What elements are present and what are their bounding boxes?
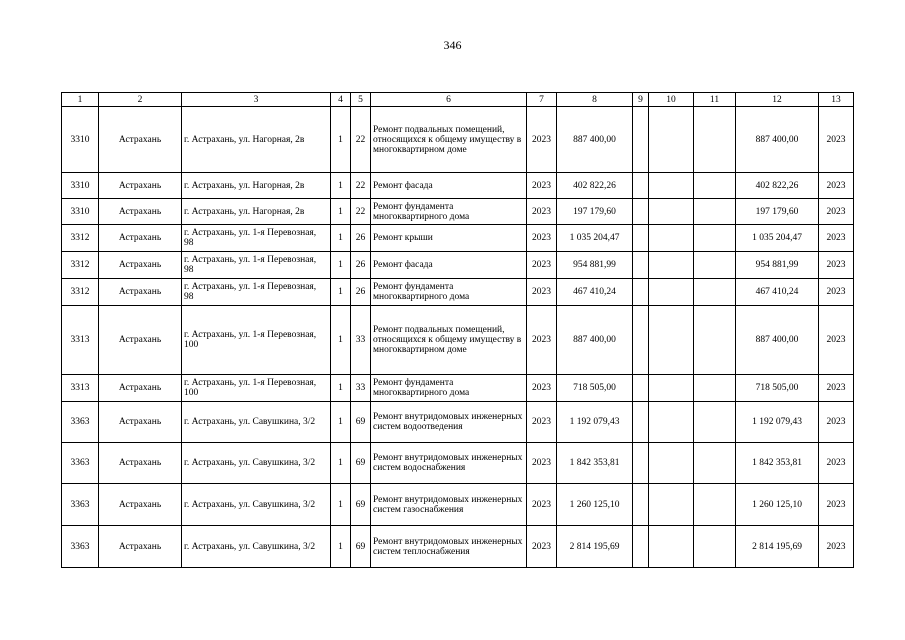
cell-col10 <box>649 252 694 279</box>
cell-cost-total: 402 822,26 <box>736 173 819 199</box>
table-row <box>62 107 854 173</box>
cell-col4: 1 <box>331 173 351 199</box>
cell-year: 2023 <box>527 225 557 252</box>
cell-cost-total: 1 842 353,81 <box>736 443 819 484</box>
cell-address: г. Астрахань, ул. 1-я Перевозная, 100 <box>182 306 331 375</box>
cell-col5: 26 <box>351 225 371 252</box>
cell-col4: 1 <box>331 402 351 443</box>
cell-cost: 887 400,00 <box>557 107 633 173</box>
cell-year: 2023 <box>527 252 557 279</box>
cell-cost: 1 192 079,43 <box>557 402 633 443</box>
cell-municipality: Астрахань <box>99 443 182 484</box>
table-row <box>62 279 854 306</box>
table-row <box>62 306 854 375</box>
cell-year-end: 2023 <box>819 107 854 173</box>
cell-col9 <box>633 225 649 252</box>
cell-year-end: 2023 <box>819 225 854 252</box>
cell-address: г. Астрахань, ул. 1-я Перевозная, 100 <box>182 375 331 402</box>
cell-col11 <box>694 225 736 252</box>
cell-col4: 1 <box>331 279 351 306</box>
cell-municipality: Астрахань <box>99 199 182 225</box>
cell-col10 <box>649 225 694 252</box>
cell-col11 <box>694 484 736 526</box>
cell-record-id: 3313 <box>62 375 99 402</box>
cell-year-end: 2023 <box>819 173 854 199</box>
table-row <box>62 199 854 225</box>
cell-col5: 69 <box>351 443 371 484</box>
col-header-7: 7 <box>527 93 557 107</box>
cell-cost: 1 842 353,81 <box>557 443 633 484</box>
repair-register-table <box>61 92 854 568</box>
cell-year: 2023 <box>527 306 557 375</box>
cell-col9 <box>633 306 649 375</box>
cell-col10 <box>649 443 694 484</box>
cell-address: г. Астрахань, ул. 1-я Перевозная, 98 <box>182 279 331 306</box>
cell-col10 <box>649 402 694 443</box>
cell-col4: 1 <box>331 375 351 402</box>
col-header-12: 12 <box>736 93 819 107</box>
table-row <box>62 225 854 252</box>
cell-work-type: Ремонт внутридомовых инженерных систем водоснабжения <box>371 443 527 484</box>
cell-address: г. Астрахань, ул. Нагорная, 2в <box>182 107 331 173</box>
cell-col5: 22 <box>351 107 371 173</box>
cell-col11 <box>694 375 736 402</box>
cell-col9 <box>633 199 649 225</box>
cell-col11 <box>694 107 736 173</box>
cell-municipality: Астрахань <box>99 484 182 526</box>
cell-col10 <box>649 306 694 375</box>
cell-year: 2023 <box>527 484 557 526</box>
cell-cost-total: 718 505,00 <box>736 375 819 402</box>
cell-year: 2023 <box>527 107 557 173</box>
table-row <box>62 375 854 402</box>
cell-year-end: 2023 <box>819 402 854 443</box>
cell-year: 2023 <box>527 173 557 199</box>
cell-col4: 1 <box>331 443 351 484</box>
cell-record-id: 3363 <box>62 526 99 568</box>
cell-municipality: Астрахань <box>99 526 182 568</box>
col-header-8: 8 <box>557 93 633 107</box>
cell-work-type: Ремонт подвальных помещений, относящихся к общему имуществу в многоквартирном доме <box>371 107 527 173</box>
cell-col4: 1 <box>331 199 351 225</box>
cell-cost: 197 179,60 <box>557 199 633 225</box>
cell-address: г. Астрахань, ул. Савушкина, 3/2 <box>182 443 331 484</box>
cell-record-id: 3312 <box>62 252 99 279</box>
cell-col5: 69 <box>351 402 371 443</box>
cell-col11 <box>694 199 736 225</box>
cell-address: г. Астрахань, ул. 1-я Перевозная, 98 <box>182 225 331 252</box>
cell-year-end: 2023 <box>819 526 854 568</box>
cell-municipality: Астрахань <box>99 173 182 199</box>
cell-cost-total: 887 400,00 <box>736 107 819 173</box>
cell-municipality: Астрахань <box>99 375 182 402</box>
cell-municipality: Астрахань <box>99 252 182 279</box>
col-header-4: 4 <box>331 93 351 107</box>
cell-col5: 22 <box>351 199 371 225</box>
cell-col11 <box>694 252 736 279</box>
cell-col5: 33 <box>351 375 371 402</box>
cell-record-id: 3310 <box>62 199 99 225</box>
cell-cost-total: 197 179,60 <box>736 199 819 225</box>
cell-work-type: Ремонт внутридомовых инженерных систем газоснабжения <box>371 484 527 526</box>
cell-col9 <box>633 484 649 526</box>
cell-municipality: Астрахань <box>99 279 182 306</box>
cell-record-id: 3313 <box>62 306 99 375</box>
cell-cost: 718 505,00 <box>557 375 633 402</box>
cell-col5: 33 <box>351 306 371 375</box>
table-row <box>62 252 854 279</box>
cell-col4: 1 <box>331 484 351 526</box>
column-number-row <box>62 93 854 107</box>
col-header-3: 3 <box>182 93 331 107</box>
cell-col10 <box>649 526 694 568</box>
cell-municipality: Астрахань <box>99 225 182 252</box>
cell-col11 <box>694 306 736 375</box>
cell-cost: 887 400,00 <box>557 306 633 375</box>
col-header-5: 5 <box>351 93 371 107</box>
cell-work-type: Ремонт фундамента многоквартирного дома <box>371 279 527 306</box>
cell-col11 <box>694 443 736 484</box>
cell-col5: 26 <box>351 279 371 306</box>
cell-col9 <box>633 252 649 279</box>
cell-year-end: 2023 <box>819 443 854 484</box>
cell-cost-total: 1 035 204,47 <box>736 225 819 252</box>
cell-work-type: Ремонт фасада <box>371 173 527 199</box>
cell-col4: 1 <box>331 107 351 173</box>
col-header-1: 1 <box>62 93 99 107</box>
cell-col9 <box>633 107 649 173</box>
col-header-13: 13 <box>819 93 854 107</box>
table-row <box>62 173 854 199</box>
cell-work-type: Ремонт фундамента многоквартирного дома <box>371 375 527 402</box>
table-row <box>62 443 854 484</box>
cell-col5: 22 <box>351 173 371 199</box>
cell-col4: 1 <box>331 252 351 279</box>
cell-col10 <box>649 484 694 526</box>
cell-cost-total: 467 410,24 <box>736 279 819 306</box>
table-row <box>62 484 854 526</box>
cell-cost: 2 814 195,69 <box>557 526 633 568</box>
cell-cost: 467 410,24 <box>557 279 633 306</box>
cell-col9 <box>633 173 649 199</box>
cell-address: г. Астрахань, ул. 1-я Перевозная, 98 <box>182 252 331 279</box>
cell-cost: 1 035 204,47 <box>557 225 633 252</box>
cell-cost-total: 887 400,00 <box>736 306 819 375</box>
cell-municipality: Астрахань <box>99 402 182 443</box>
cell-col10 <box>649 199 694 225</box>
cell-cost-total: 1 192 079,43 <box>736 402 819 443</box>
cell-record-id: 3312 <box>62 225 99 252</box>
cell-address: г. Астрахань, ул. Савушкина, 3/2 <box>182 402 331 443</box>
cell-year-end: 2023 <box>819 375 854 402</box>
col-header-10: 10 <box>649 93 694 107</box>
cell-work-type: Ремонт фасада <box>371 252 527 279</box>
cell-cost: 1 260 125,10 <box>557 484 633 526</box>
cell-record-id: 3312 <box>62 279 99 306</box>
cell-col11 <box>694 279 736 306</box>
cell-cost: 954 881,99 <box>557 252 633 279</box>
col-header-11: 11 <box>694 93 736 107</box>
cell-col5: 69 <box>351 526 371 568</box>
cell-col11 <box>694 526 736 568</box>
cell-municipality: Астрахань <box>99 107 182 173</box>
cell-year-end: 2023 <box>819 199 854 225</box>
cell-col4: 1 <box>331 526 351 568</box>
cell-record-id: 3310 <box>62 173 99 199</box>
cell-year-end: 2023 <box>819 252 854 279</box>
cell-col10 <box>649 375 694 402</box>
cell-record-id: 3363 <box>62 402 99 443</box>
cell-cost-total: 954 881,99 <box>736 252 819 279</box>
cell-col9 <box>633 402 649 443</box>
cell-col5: 69 <box>351 484 371 526</box>
cell-col9 <box>633 526 649 568</box>
table-row <box>62 402 854 443</box>
table-body <box>62 107 854 568</box>
cell-year-end: 2023 <box>819 484 854 526</box>
cell-cost-total: 1 260 125,10 <box>736 484 819 526</box>
col-header-6: 6 <box>371 93 527 107</box>
cell-year-end: 2023 <box>819 306 854 375</box>
cell-address: г. Астрахань, ул. Савушкина, 3/2 <box>182 526 331 568</box>
cell-work-type: Ремонт подвальных помещений, относящихся к общему имуществу в многоквартирном доме <box>371 306 527 375</box>
table-row <box>62 526 854 568</box>
col-header-2: 2 <box>99 93 182 107</box>
cell-year: 2023 <box>527 443 557 484</box>
cell-work-type: Ремонт внутридомовых инженерных систем теплоснабжения <box>371 526 527 568</box>
cell-col9 <box>633 279 649 306</box>
cell-municipality: Астрахань <box>99 306 182 375</box>
cell-col11 <box>694 173 736 199</box>
cell-year: 2023 <box>527 402 557 443</box>
cell-address: г. Астрахань, ул. Нагорная, 2в <box>182 173 331 199</box>
cell-address: г. Астрахань, ул. Нагорная, 2в <box>182 199 331 225</box>
cell-record-id: 3310 <box>62 107 99 173</box>
col-header-9: 9 <box>633 93 649 107</box>
cell-address: г. Астрахань, ул. Савушкина, 3/2 <box>182 484 331 526</box>
cell-col5: 26 <box>351 252 371 279</box>
cell-cost-total: 2 814 195,69 <box>736 526 819 568</box>
cell-col11 <box>694 402 736 443</box>
cell-record-id: 3363 <box>62 443 99 484</box>
cell-record-id: 3363 <box>62 484 99 526</box>
cell-year: 2023 <box>527 526 557 568</box>
cell-work-type: Ремонт внутридомовых инженерных систем водоотведения <box>371 402 527 443</box>
cell-col10 <box>649 107 694 173</box>
cell-col9 <box>633 443 649 484</box>
cell-work-type: Ремонт фундамента многоквартирного дома <box>371 199 527 225</box>
cell-col9 <box>633 375 649 402</box>
cell-work-type: Ремонт крыши <box>371 225 527 252</box>
cell-year: 2023 <box>527 279 557 306</box>
cell-col10 <box>649 173 694 199</box>
cell-year: 2023 <box>527 199 557 225</box>
cell-col10 <box>649 279 694 306</box>
cell-year-end: 2023 <box>819 279 854 306</box>
cell-col4: 1 <box>331 306 351 375</box>
cell-year: 2023 <box>527 375 557 402</box>
cell-cost: 402 822,26 <box>557 173 633 199</box>
cell-col4: 1 <box>331 225 351 252</box>
page-number: 346 <box>443 38 462 52</box>
